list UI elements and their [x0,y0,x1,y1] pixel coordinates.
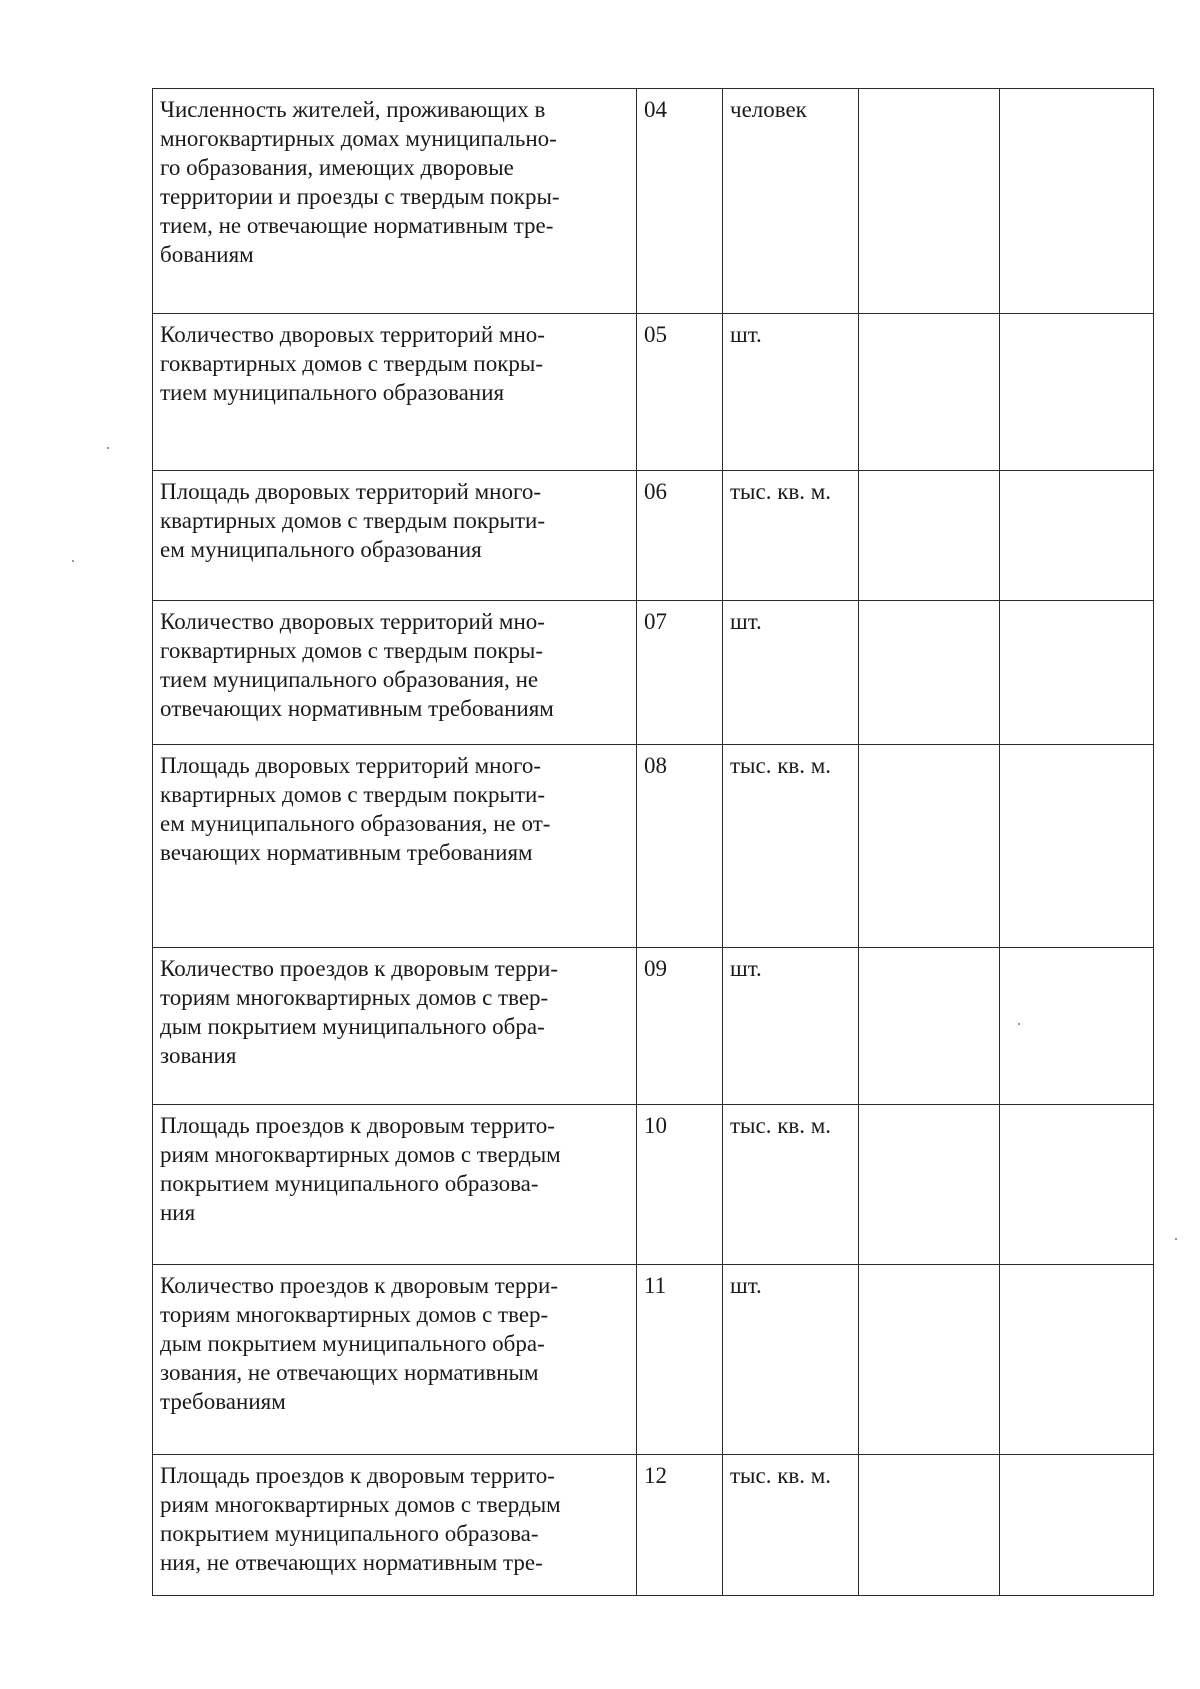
indicator-name-cell [153,1265,637,1455]
table-row [153,471,1154,601]
indicator-name-line: Количество дворовых территорий мно- [160,322,545,347]
value-cell-2 [1000,314,1154,471]
row-code-cell: 07 [637,601,723,745]
indicator-name-line: ем муниципального образования, не от- [160,811,551,836]
table-row [153,1105,1154,1265]
scan-speck [1175,1238,1177,1240]
indicator-name-cell [153,745,637,948]
table-row [153,601,1154,745]
indicator-name-line: ем муниципального образования [160,537,482,562]
row-code-cell: 06 [637,471,723,601]
unit-cell: шт. [723,601,859,745]
indicator-name-line: требованиям [160,1389,286,1414]
value-cell-2 [1000,745,1154,948]
indicator-name-cell [153,601,637,745]
value-cell-2 [1000,89,1154,314]
indicator-name-line: ния, не отвечающих нормативным тре- [160,1550,543,1575]
indicator-name-line: покрытием муниципального образова- [160,1171,539,1196]
table-row [153,948,1154,1105]
indicator-name-line: покрытием муниципального образова- [160,1521,539,1546]
indicator-name-line: Площадь дворовых территорий много- [160,479,541,504]
value-cell-1 [859,314,1000,471]
indicator-name-line: квартирных домов с твердым покрыти- [160,782,545,807]
indicator-name-line: ториям многоквартирных домов с твер- [160,985,549,1010]
indicator-name-line: зования [160,1043,237,1068]
value-cell-1 [859,601,1000,745]
row-code-cell: 05 [637,314,723,471]
unit-cell: шт. [723,314,859,471]
scan-speck [72,560,74,562]
value-cell-1 [859,1455,1000,1596]
indicator-name-line: риям многоквартирных домов с твердым [160,1142,561,1167]
indicator-name-line: Площадь проездов к дворовым террито- [160,1463,555,1488]
unit-cell: тыс. кв. м. [723,745,859,948]
row-code-cell: 04 [637,89,723,314]
indicator-name-line: многоквартирных домах муниципально- [160,126,557,151]
unit-cell: тыс. кв. м. [723,1105,859,1265]
indicator-name-line: риям многоквартирных домов с твердым [160,1492,561,1517]
row-code-cell: 11 [637,1265,723,1455]
value-cell-1 [859,745,1000,948]
indicator-name-line: тием муниципального образования [160,380,505,405]
value-cell-1 [859,948,1000,1105]
indicator-name-line: тием, не отвечающие нормативным тре- [160,213,554,238]
table-row [153,1455,1154,1596]
indicator-name-line: тием муниципального образования, не [160,667,539,692]
value-cell-2 [1000,1455,1154,1596]
indicator-name-line: Площадь дворовых территорий много- [160,753,541,778]
indicator-name-line: вечающих нормативным требованиям [160,840,533,865]
indicator-name-cell [153,948,637,1105]
value-cell-2 [1000,601,1154,745]
row-code-cell: 09 [637,948,723,1105]
indicator-name-cell [153,1105,637,1265]
document-page [152,88,1112,1596]
scan-speck [1018,1023,1020,1025]
indicator-name-line: квартирных домов с твердым покрыти- [160,508,545,533]
indicator-name-line: дым покрытием муниципального обра- [160,1014,545,1039]
value-cell-2 [1000,471,1154,601]
row-code-cell: 10 [637,1105,723,1265]
indicator-name-cell [153,89,637,314]
indicator-name-line: дым покрытием муниципального обра- [160,1331,545,1356]
value-cell-1 [859,89,1000,314]
value-cell-2 [1000,1265,1154,1455]
indicator-name-line: гоквартирных домов с твердым покры- [160,638,543,663]
indicator-name-cell [153,1455,637,1596]
table-row [153,1265,1154,1455]
indicator-name-line: бованиям [160,242,254,267]
indicator-name-line: гоквартирных домов с твердым покры- [160,351,543,376]
indicator-table-body [153,89,1154,1596]
indicator-name-line: Количество проездов к дворовым терри- [160,1273,558,1298]
indicator-table [152,88,1154,1596]
scan-speck [107,447,109,449]
value-cell-2 [1000,948,1154,1105]
indicator-name-line: зования, не отвечающих нормативным [160,1360,539,1385]
unit-cell: тыс. кв. м. [723,1455,859,1596]
indicator-name-line: ния [160,1200,196,1225]
indicator-name-cell [153,314,637,471]
indicator-name-line: Площадь проездов к дворовым террито- [160,1113,555,1138]
value-cell-1 [859,471,1000,601]
row-code-cell: 08 [637,745,723,948]
unit-cell: шт. [723,1265,859,1455]
indicator-name-line: Количество дворовых территорий мно- [160,609,545,634]
indicator-name-cell [153,471,637,601]
indicator-name-line: ториям многоквартирных домов с твер- [160,1302,549,1327]
value-cell-1 [859,1105,1000,1265]
table-row [153,89,1154,314]
value-cell-1 [859,1265,1000,1455]
indicator-name-line: территории и проезды с твердым покры- [160,184,560,209]
indicator-name-line: отвечающих нормативным требованиям [160,696,554,721]
indicator-name-line: Количество проездов к дворовым терри- [160,956,558,981]
table-row [153,314,1154,471]
unit-cell: человек [723,89,859,314]
indicator-name-line: го образования, имеющих дворовые [160,155,514,180]
value-cell-2 [1000,1105,1154,1265]
unit-cell: тыс. кв. м. [723,471,859,601]
table-row [153,745,1154,948]
indicator-name-line: Численность жителей, проживающих в [160,97,546,122]
row-code-cell: 12 [637,1455,723,1596]
unit-cell: шт. [723,948,859,1105]
